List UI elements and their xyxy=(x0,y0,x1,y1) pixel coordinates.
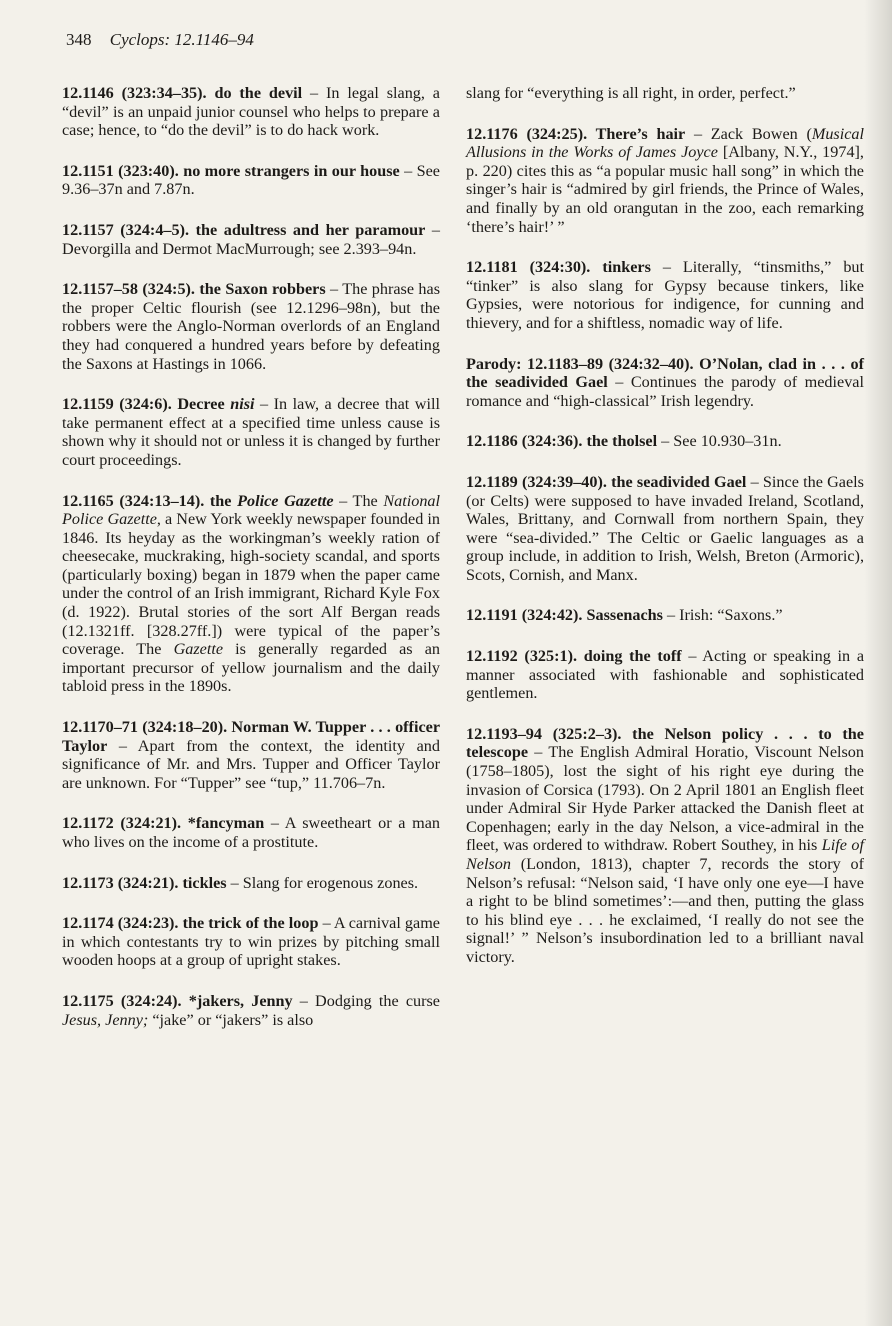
entry-head: 12.1159 (324:6). Decree xyxy=(62,395,231,414)
entry-head: 12.1181 (324:30). tinkers xyxy=(466,258,651,277)
entry-body: slang for “everything is all right, in order, perfect.” xyxy=(466,84,796,102)
entry-12-1165 xyxy=(62,492,440,697)
entry-head-italic: nisi xyxy=(230,395,255,414)
entry-body: – Since the Gaels (or Celts) were supposed to have invaded Ireland, Scotland, Wales, Brittany, and Cornwall from northern Spain, they were “sea-divided.” The Celtic or Gaelic languages as a group include, in addition to Irish, Welsh, Breton (Armoric), Scots, Cornish, and Manx. xyxy=(466,472,864,584)
entry-12-1173 xyxy=(62,874,440,893)
entry-head: 12.1157 (324:4–5). the adultress and her paramour xyxy=(62,220,426,239)
entry-12-1172 xyxy=(62,814,440,851)
entry-body: – The phrase has the proper Celtic flourish (see 12.1296–98n), but the robbers were the Anglo-Norman overlords of an England they had conquered a hundred years before by defeating the Saxons at Hastings in 1066. xyxy=(62,280,440,373)
entry-body: – The English Admiral Horatio, Viscount Nelson (1758–1805), lost the sight of his right eye during the invasion of Corsica (1793). On 2 April 1801 an English fleet under Admiral Sir Hyde Parker attacked the Danish fleet at Copenhagen; early in the day Nelson, a vice-admiral in the fleet, was ordered to withdraw. Robert Southey, in his xyxy=(466,743,864,855)
entry-head: 12.1192 (325:1). doing the toff xyxy=(466,647,682,666)
entry-body: (London, 1813), chapter 7, records the story of Nelson’s refusal: “Nelson said, ‘I have only one eye—I have a right to be blind sometimes’:—and then, putting the glass to his blind eye . . . he exclaimed, ‘I really do not see the signal!’ ” Nelson’s insubordination led to a brilliant naval victory. xyxy=(466,855,864,966)
entry-body-italic: Gazette xyxy=(173,640,224,659)
entry-12-1157 xyxy=(62,221,440,258)
entry-head: 12.1175 (324:24). *jakers, Jenny xyxy=(62,991,293,1010)
entry-12-1191 xyxy=(466,606,864,625)
entry-head: 12.1146 (323:34–35). do the devil xyxy=(62,84,303,102)
entry-12-1193-94 xyxy=(466,725,864,967)
entry-body: is generally regarded as an important precursor of yellow journalism and the daily tabloid press in the 1890s. xyxy=(62,640,440,696)
entry-12-1192 xyxy=(466,647,864,703)
entry-body: , a New York weekly newspaper founded in 1846. Its heyday as the workingman’s weekly ration of cheesecake, muckraking, high-society scandal, and sports (particularly boxing) began in 1879 when the paper came under the control of an Irish immigrant, Richard Kyle Fox (d. 1922). Brutal stories of the sort Alf Bergan reads (12.1321ff. [328.27ff.]) were typical of the paper’s coverage. The xyxy=(62,510,440,659)
left-column xyxy=(62,84,440,1051)
entry-body-italic: Musical Allusions in the Works of James Joyce xyxy=(466,124,864,162)
entry-12-1159 xyxy=(62,395,440,469)
entry-head: 12.1172 (324:21). *fancyman xyxy=(62,814,265,833)
entry-body: – See 9.36–37n and 7.87n. xyxy=(62,161,440,199)
entry-12-1175 xyxy=(62,992,440,1029)
entry-12-1174 xyxy=(62,914,440,970)
entry-head: 12.1165 (324:13–14). the xyxy=(62,491,238,510)
page-edge-shadow xyxy=(864,0,892,1326)
entry-body: – Literally, “tinsmiths,” but “tinker” is also slang for Gypsy because tinkers, like Gypsies, were notorious for indigence, for cunning and thievery, and for a shiftless, nomadic way of life. xyxy=(466,258,865,332)
entry-body: – Continues the parody of medieval romance and “high-classical” Irish legendry. xyxy=(466,373,864,410)
entry-head: 12.1176 (324:25). There’s hair xyxy=(466,124,686,143)
entry-head-italic: Police Gazette xyxy=(237,491,334,510)
page-number: 348 xyxy=(66,30,92,49)
entry-head: 12.1173 (324:21). tickles xyxy=(62,873,227,892)
entry-12-1189 xyxy=(466,473,864,585)
entry-body: “jake” or “jakers” is also xyxy=(148,1010,314,1029)
entry-body: – In law, a decree that will take permanent effect at a specified time unless cause is shown why it should not or unless it is changed by further court proceedings. xyxy=(62,395,440,469)
entry-dash: – The xyxy=(333,491,384,510)
running-title: Cyclops: 12.1146–94 xyxy=(109,30,254,49)
entry-body-italic: National Police Gazette xyxy=(62,491,441,529)
entry-body: – A sweetheart or a man who lives on the income of a prostitute. xyxy=(62,814,441,851)
entry-body: – Dodging the curse xyxy=(292,991,440,1010)
entry-body: – Irish: “Saxons.” xyxy=(662,606,783,625)
right-column xyxy=(466,84,864,989)
entry-body: – In legal slang, a “devil” is an unpaid junior counsel who helps to prepare a case; hence, to “do the devil” is to do hack work. xyxy=(62,84,440,140)
entry-12-1175-continued xyxy=(466,84,864,103)
entry-12-1151 xyxy=(62,162,440,199)
entry-head: 12.1189 (324:39–40). the seadivided Gael xyxy=(466,472,747,491)
entry-12-1146 xyxy=(62,84,440,140)
entry-body: – Apart from the context, the identity and significance of Mr. and Mrs. Tupper and Officer Taylor are unknown. For “Tupper” see “tup,” 11.706–7n. xyxy=(62,736,440,792)
entry-12-1186 xyxy=(466,432,864,451)
entry-head: 12.1193–94 (325:2–3). the Nelson policy . . . to the telescope xyxy=(466,724,864,762)
entry-head: 12.1151 (323:40). no more strangers in our house xyxy=(62,161,400,180)
entry-body-italic: Life of Nelson xyxy=(466,836,864,873)
entry-body: – Acting or speaking in a manner associated with fashionable and sophisticated gentlemen. xyxy=(466,647,865,703)
entry-12-1170-71 xyxy=(62,718,440,792)
entry-body: – Devorgilla and Dermot MacMurrough; see 2.393–94n. xyxy=(62,220,441,258)
entry-body: – A carnival game in which contestants try to win prizes by pitching small wooden hoops at a group of upright stakes. xyxy=(62,914,440,970)
entry-head: 12.1174 (324:23). the trick of the loop xyxy=(62,914,319,933)
entry-parody-12-1183-89 xyxy=(466,355,864,411)
entry-body-italic: Jesus, Jenny; xyxy=(62,1010,149,1029)
entry-12-1176 xyxy=(466,125,864,237)
page-header xyxy=(66,30,254,50)
entry-head: Parody: 12.1183–89 (324:32–40). O’Nolan, clad in . . . of the seadivided Gael xyxy=(466,354,864,392)
entry-head: 12.1170–71 (324:18–20). Norman W. Tupper . . . officer Taylor xyxy=(62,718,440,755)
entry-body: – Slang for erogenous zones. xyxy=(226,873,419,892)
entry-body: – Zack Bowen ( xyxy=(685,124,812,143)
entry-12-1181 xyxy=(466,258,864,332)
entry-12-1157-58 xyxy=(62,280,440,373)
entry-head: 12.1186 (324:36). the tholsel xyxy=(466,432,658,451)
entry-head: 12.1157–58 (324:5). the Saxon robbers xyxy=(62,280,326,299)
entry-head: 12.1191 (324:42). Sassenachs xyxy=(466,606,663,625)
entry-body: [Albany, N.Y., 1974], p. 220) cites this as “a popular music hall song” in which the singer’s hair is “admired by girl friends, the Prince of Wales, and finally by an old orangutan in the zoo, each remarking ‘there’s hair!’ ” xyxy=(466,143,864,236)
entry-body: – See 10.930–31n. xyxy=(657,432,782,451)
